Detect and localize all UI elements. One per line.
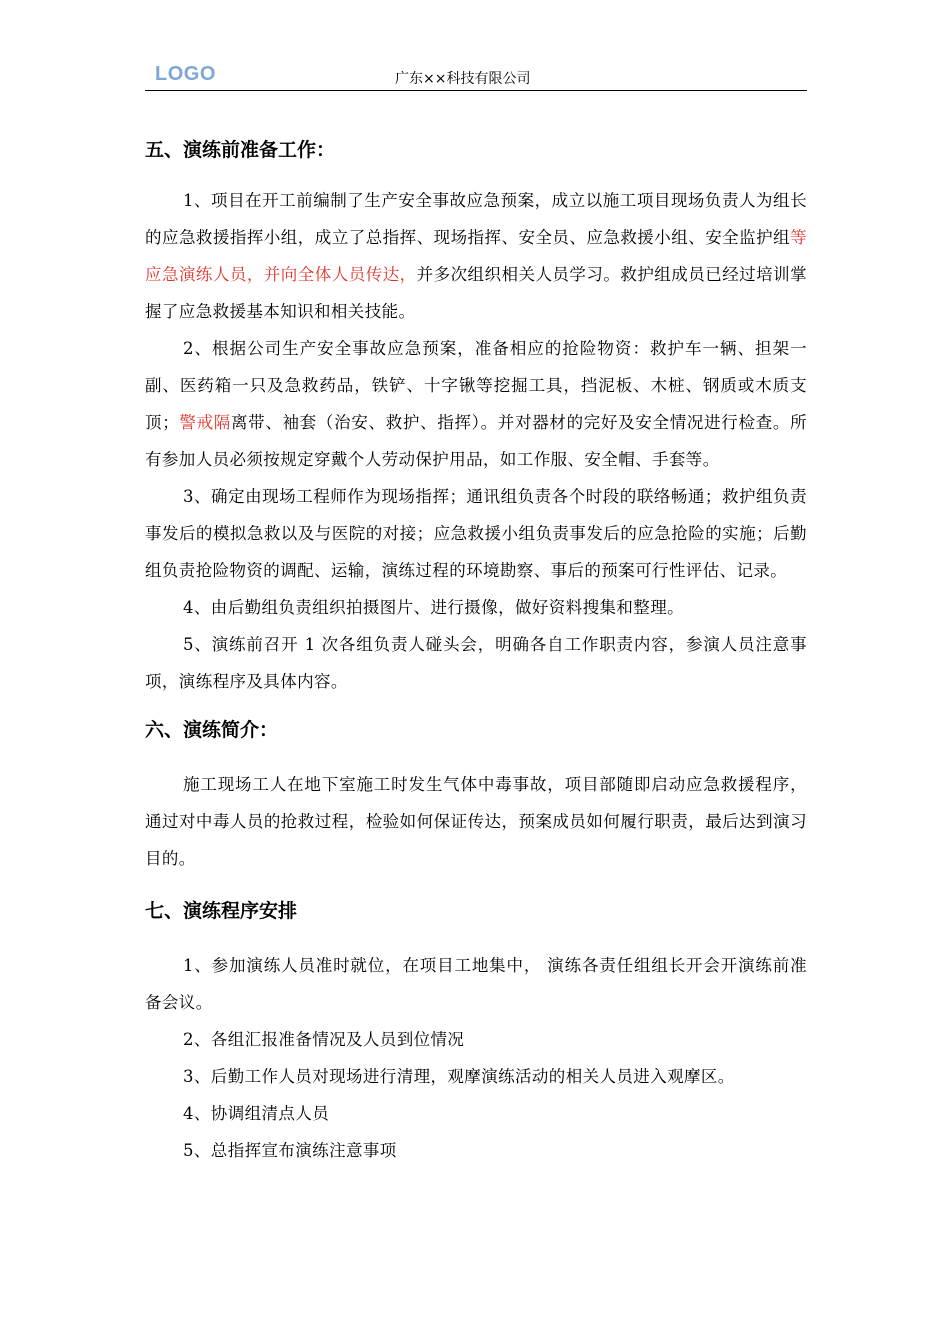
section-5-item-4: 4、由后勤组负责组织拍摄图片、进行摄像，做好资料搜集和整理。 [183, 598, 684, 617]
section-7-title: 七、演练程序安排 [145, 900, 298, 922]
item-2-highlight: 警戒隔 [179, 413, 231, 432]
section-7-item-4: 4、协调组清点人员 [183, 1104, 330, 1123]
section-5-item-1 [145, 182, 807, 330]
section-7-item-5: 5、总指挥宣布演练注意事项 [183, 1141, 397, 1160]
document-body [145, 130, 807, 1169]
page-header [145, 64, 807, 91]
section-5-item-2 [145, 330, 807, 478]
item-1-text: 1、项目在开工前编制了生产安全事故应急预案，成立以施工项目现场负责人为组长的应急救援指挥小组，成立了总指挥、现场指挥、安全员、应急救援小组、安全监护组 [145, 191, 807, 247]
section-5-item-5: 5、演练前召开 1 次各组负责人碰头会，明确各自工作职责内容，参演人员注意事项，演练程序及具体内容。 [145, 635, 807, 691]
item-2-text: 2、根据公司生产安全事故应急预案，准备相应的抢险物资：救护车一辆、担架一副、医药箱一只及急救药品，铁铲、十字锹等挖掘工具，挡泥板、木桩、钢质或木质支顶； [145, 339, 807, 432]
section-7-item-1: 1、参加演练人员准时就位，在项目工地集中， 演练各责任组组长开会开演练前准备会议。 [145, 956, 807, 1012]
section-7-item-3: 3、后勤工作人员对现场进行清理，观摩演练活动的相关人员进入观摩区。 [183, 1067, 735, 1086]
section-5-title: 五、演练前准备工作： [145, 139, 336, 161]
section-6-title: 六、演练简介： [145, 719, 279, 741]
logo: LOGO [155, 63, 216, 85]
item-1-highlight: 等应急演练人员，并向全体人员传达， [145, 228, 807, 284]
item-1-text-end: 并多次组织相关人员学习。救护组成员已经过培训掌握了应急救援基本知识和相关技能。 [145, 265, 807, 321]
document-page [145, 0, 807, 1344]
item-2-text-end: 离带、袖套（治安、救护、指挥）。并对器材的完好及安全情况进行检查。所有参加人员必须按规定穿戴个人劳动保护用品，如工作服、安全帽、手套等。 [145, 413, 807, 469]
company-name: 广东××科技有限公司 [395, 71, 531, 87]
section-6-text: 施工现场工人在地下室施工时发生气体中毒事故，项目部随即启动应急救援程序，通过对中毒人员的抢救过程，检验如何保证传达，预案成员如何履行职责，最后达到演习目的。 [145, 775, 807, 868]
section-5-item-3: 3、确定由现场工程师作为现场指挥；通讯组负责各个时段的联络畅通；救护组负责事发后的模拟急救以及与医院的对接；应急救援小组负责事发后的应急抢险的实施；后勤组负责抢险物资的调配、运输，演练过程的环境勘察、事后的预案可行性评估、记录。 [145, 487, 807, 580]
section-7-item-2: 2、各组汇报准备情况及人员到位情况 [183, 1030, 465, 1049]
